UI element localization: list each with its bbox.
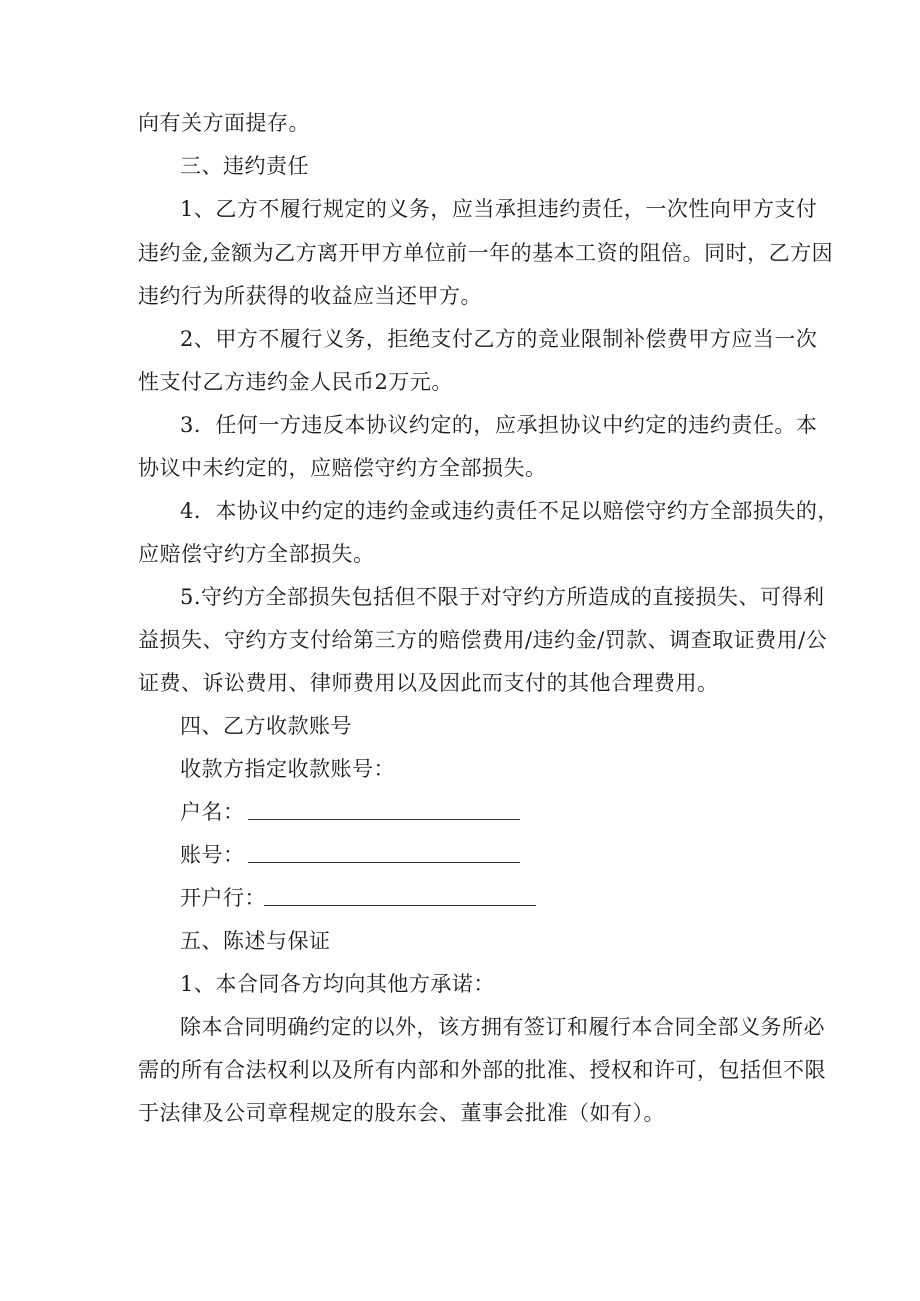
account-number-label: 账号： [180, 843, 245, 867]
bank-blank[interactable] [264, 883, 536, 906]
account-name-blank[interactable] [248, 797, 520, 820]
account-number-blank[interactable] [248, 840, 520, 863]
paragraph-line: 违约行为所获得的收益应当还甲方。 [138, 284, 482, 308]
paragraph-line: 违约金,金额为乙方离开甲方单位前一年的基本工资的阻倍。同时，乙方因 [138, 241, 834, 265]
paragraph-line: 协议中未约定的，应赔偿守约方全部损失。 [138, 456, 547, 480]
account-number-row [180, 840, 798, 870]
bank-label: 开户行： [180, 886, 266, 910]
paragraph-line: 1、乙方不履行规定的义务，应当承担违约责任，一次性向甲方支付 [180, 197, 818, 221]
paragraph-line: 需的所有合法权利以及所有内部和外部的批准、授权和许可，包括但不限 [138, 1058, 826, 1082]
paragraph-line: 应赔偿守约方全部损失。 [138, 542, 375, 566]
account-name-row [180, 797, 798, 827]
paragraph-line: 除本合同明确约定的以外，该方拥有签订和履行本合同全部义务所必 [180, 1015, 825, 1039]
section-heading-breach: 三、违约责任 [180, 154, 309, 178]
paragraph-line: 向有关方面提存。 [138, 111, 310, 135]
account-name-label: 户名： [180, 800, 245, 824]
paragraph-line: 于法律及公司章程规定的股东会、董事会批准（如有）。 [138, 1101, 665, 1125]
paragraph-line: 1、本合同各方均向其他方承诺： [180, 972, 495, 996]
paragraph-line: 3．任何一方违反本协议约定的，应承担协议中约定的违约责任。本 [180, 413, 818, 437]
paragraph-line: 益损失、守约方支付给第三方的赔偿费用/违约金/罚款、调查取证费用/公 [138, 628, 828, 652]
paragraph-line: 证费、诉讼费用、律师费用以及因此而支付的其他合理费用。 [138, 671, 719, 695]
section-heading-account: 四、乙方收款账号 [180, 714, 352, 738]
bank-row [180, 883, 798, 913]
account-intro: 收款方指定收款账号： [180, 757, 395, 781]
paragraph-line: 5.守约方全部损失包括但不限于对守约方所造成的直接损失、可得利 [180, 585, 825, 609]
paragraph-line: 2、甲方不履行义务，拒绝支付乙方的竞业限制补偿费甲方应当一次 [180, 327, 818, 351]
section-heading-representations: 五、陈述与保证 [180, 929, 331, 953]
paragraph-line: 4．本协议中约定的违约金或违约责任不足以赔偿守约方全部损失的， [180, 499, 839, 523]
paragraph-line: 性支付乙方违约金人民币2万元。 [138, 370, 453, 394]
